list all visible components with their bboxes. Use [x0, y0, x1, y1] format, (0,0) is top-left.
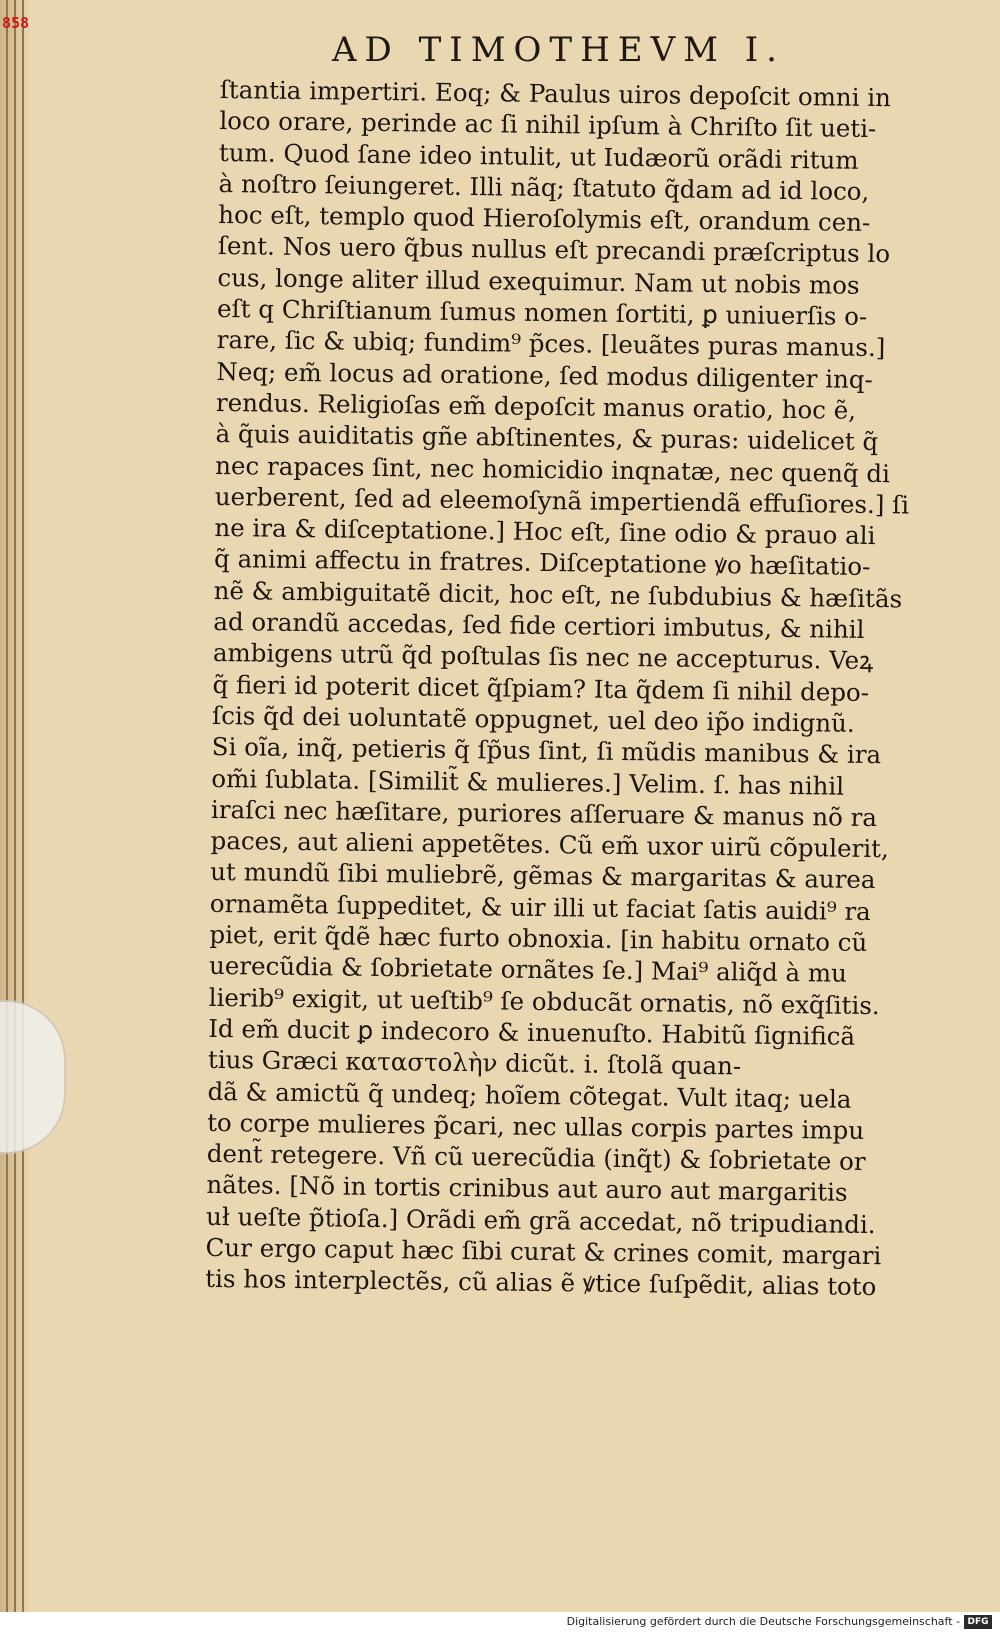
dfg-logo: DFG	[964, 1615, 992, 1629]
running-head: AD TIMOTHEVM I.	[332, 30, 785, 70]
text-line: à noſtro ſeiungeret. Illi nãq; ſtatuto q̃dam ad id loco,	[218, 168, 870, 206]
text-line: rare, ſic & ubiq; fundim⁹ p̃ces. [leuãtes puras manus.]	[216, 325, 886, 363]
folio-number: 858	[2, 14, 30, 32]
text-line: q̃ fieri id poterit dicet q̃ſpiam? Ita q̃dem ſi nihil depo-	[212, 669, 870, 707]
text-line: tum. Quod ſane ideo intulit, ut Iudæorũ orãdi ritum	[218, 137, 859, 175]
text-line: ſcis q̃d dei uoluntatẽ oppugnet, uel deo ip̃o indignũ.	[211, 700, 855, 738]
text-line: ornamẽta ſuppeditet, & uir illi ut faciat ſatis auidi⁹ ra	[209, 888, 871, 926]
page-tab-overlay	[0, 1000, 66, 1154]
text-line: dent̃ retegere. Vñ cũ uerecũdia (inq̃t) & ſobrietate or	[206, 1139, 866, 1177]
text-line: nẽ & ambiguitatẽ dicit, hoc eſt, ne ſubdubius & hæſitãs	[213, 575, 903, 614]
text-line: tis hos interplectẽs, cũ alias ẽ ꝟtice ſuſpẽdit, alias toto	[205, 1264, 877, 1302]
text-line: ſent. Nos uero q̃bus nullus eſt precandi præſcriptus lo	[217, 231, 891, 269]
page-gutter	[0, 0, 30, 1612]
text-line: tius Græci καταστολὴν dicũt. i. ſtolã quan-	[207, 1045, 742, 1081]
text-line: uerberent, ſed ad eleemoſynã impertiendã effuſiores.] ſi	[214, 481, 910, 520]
text-line: Id em̃ ducit ꝑ indecoro & inuenuſto. Habitũ ſignificã	[208, 1013, 856, 1051]
text-line: dã & amictũ q̃ undeq; hoĩem cõtegat. Vult itaq; uela	[207, 1076, 852, 1114]
text-line: to corpe mulieres p̃cari, nec ullas corpis partes impu	[207, 1107, 865, 1145]
text-line: Si oĩa, inq̃, petieris q̃ ſp̃us ſint, ſi mũdis manibus & ira	[211, 732, 882, 770]
gutter-edge-line	[22, 0, 24, 1612]
text-line: nãtes. [Nõ in tortis crinibus aut auro aut margaritis	[206, 1170, 848, 1208]
text-line: paces, aut alieni appetẽtes. Cũ em̃ uxor uirũ cõpulerit,	[210, 826, 889, 864]
footer-credit: Digitalisierung gefördert durch die Deutsche Forschungsgemeinschaft -	[566, 1615, 960, 1628]
text-line: ſtantia impertiri. Eoq; & Paulus uiros depoſcit omni in	[219, 74, 892, 113]
text-line: cus, longe aliter illud exequimur. Nam ut nobis mos	[217, 262, 860, 300]
text-line: lierib⁹ exigit, ut ueſtib⁹ ſe obducãt ornatis, nõ exq̃ſitis.	[208, 982, 880, 1020]
text-line: piet, erit q̃dẽ hæc furto obnoxia. [in habitu ornato cũ	[209, 919, 868, 957]
body-text	[205, 74, 920, 1303]
text-line: Cur ergo caput hæc ſibi curat & crines comit, margari	[205, 1232, 882, 1271]
text-line: rendus. Religioſas em̃ depoſcit manus oratio, hoc ẽ,	[215, 387, 857, 425]
text-line: hoc eſt, templo quod Hieroſolymis eſt, orandum cen-	[218, 200, 871, 238]
text-line: eſt q Chriſtianum ſumus nomen ſortiti, ꝑ uniuerſis o-	[216, 294, 868, 332]
text-line: q̃ animi affectu in fratres. Diſceptatione ꝟo hæſitatio-	[213, 544, 871, 582]
text-line: loco orare, perinde ac ſi nihil ipſum à Chriſto ſit ueti-	[219, 106, 877, 144]
text-line: ne ira & diſceptatione.] Hoc eſt, ſine odio & prauo ali	[214, 513, 876, 551]
text-line: uerecũdia & ſobrietate ornãtes ſe.] Mai⁹ aliq̃d à mu	[208, 951, 848, 989]
gutter-edge-line	[14, 0, 16, 1612]
text-line: ut mundũ ſibi muliebrẽ, gẽmas & margaritas & aurea	[210, 857, 876, 895]
text-line: nec rapaces ſint, nec homicidio inqnatæ, nec quenq̃ di	[215, 450, 891, 488]
text-line: uł ueſte p̃tioſa.] Orãdi em̃ grã accedat, nõ tripudiandi.	[205, 1201, 876, 1239]
text-line: ambigens utrũ q̃d poſtulas ſis nec ne accepturus. Veꝝ	[212, 638, 874, 676]
text-line: iraſci nec hæſitare, puriores aſſeruare & manus nõ ra	[210, 794, 878, 832]
text-line: à q̃uis auiditatis gñe abſtinentes, & puras: uidelicet q̃	[215, 419, 879, 457]
text-line: ad orandũ accedas, ſed fide certiori imbutus, & nihil	[213, 607, 865, 644]
footer-bar	[0, 1612, 1000, 1633]
text-line: om̃i ſublata. [Similit̃ & mulieres.] Velim. ſ. has nihil	[211, 763, 845, 801]
gutter-edge-line	[6, 0, 8, 1612]
text-line: Neq; em̃ locus ad oratione, ſed modus diligenter inq-	[216, 356, 873, 394]
